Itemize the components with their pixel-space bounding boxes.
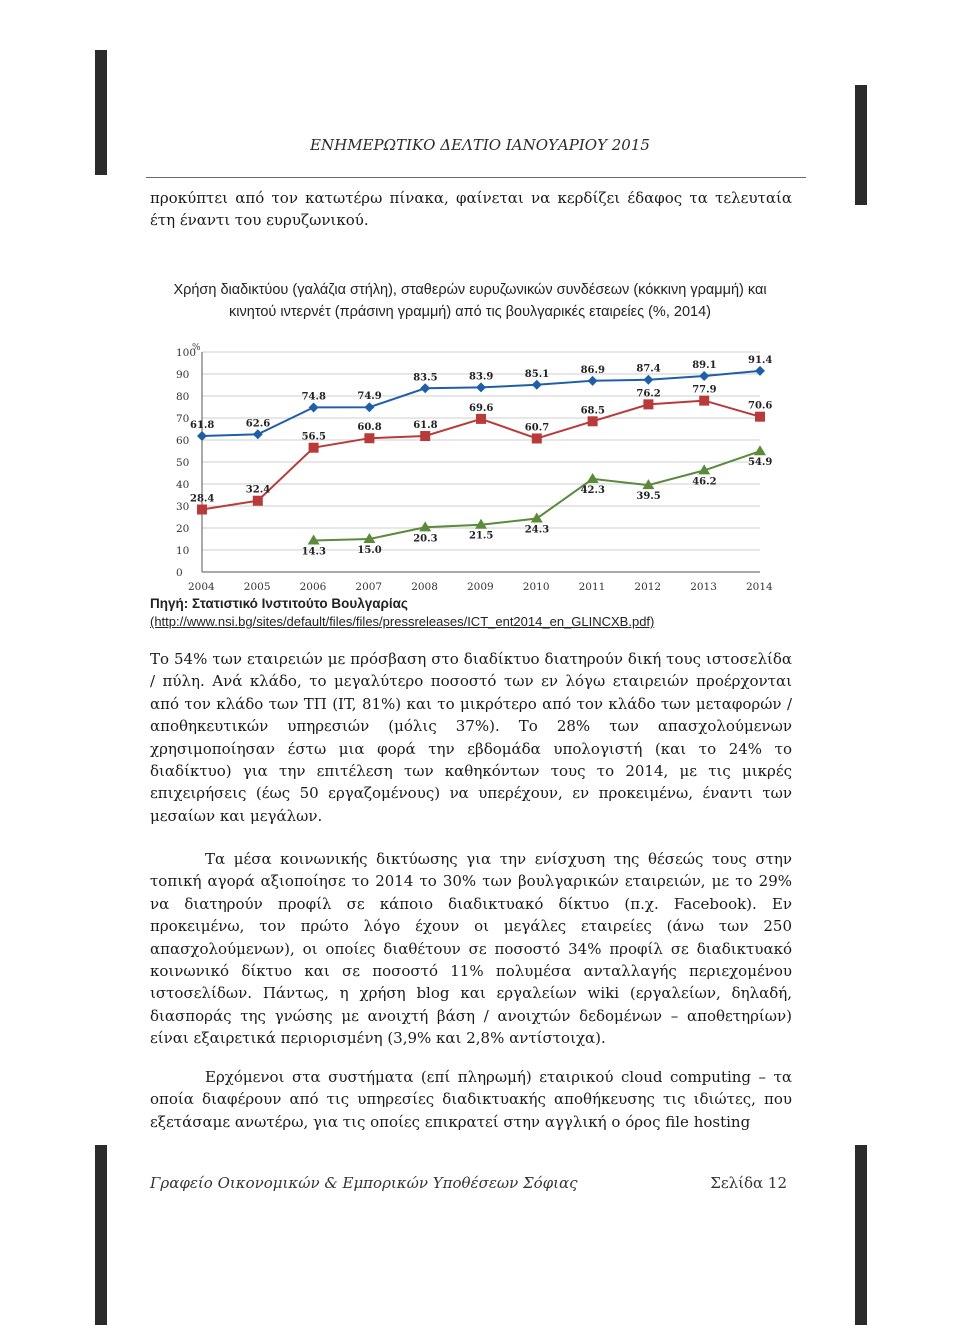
data-label-series-3: 39.5 bbox=[636, 491, 661, 503]
y-tick-label: 0 bbox=[176, 567, 183, 579]
data-label-series-1: 89.1 bbox=[692, 359, 717, 371]
data-label-series-3: 15.0 bbox=[357, 545, 382, 556]
y-tick-label: 10 bbox=[176, 545, 190, 557]
data-label-series-1: 62.6 bbox=[245, 418, 271, 430]
data-label-series-2: 76.2 bbox=[636, 388, 661, 400]
series-point-1 bbox=[699, 371, 709, 381]
y-tick-label: 60 bbox=[176, 435, 190, 447]
series-point-2 bbox=[197, 505, 207, 515]
source-link[interactable]: (http://www.nsi.bg/sites/default/files/files/pressreleases/ICT_ent2014_en_GLINCXB.pdf) bbox=[150, 614, 655, 629]
series-point-1 bbox=[588, 376, 598, 386]
data-label-series-3: 21.5 bbox=[469, 530, 494, 542]
series-point-2 bbox=[253, 496, 263, 506]
series-point-2 bbox=[755, 412, 765, 422]
line-chart bbox=[160, 340, 780, 595]
data-label-series-3: 54.9 bbox=[748, 457, 773, 469]
y-axis-unit: % bbox=[192, 343, 201, 353]
series-point-3 bbox=[754, 445, 766, 455]
source-label: Πηγή: Στατιστικό Ινστιτούτο Βουλγαρίας bbox=[150, 596, 408, 611]
data-label-series-1: 74.9 bbox=[357, 391, 382, 403]
x-tick-label: 2013 bbox=[690, 581, 717, 593]
scan-bar-right-bottom bbox=[855, 1145, 867, 1325]
y-tick-label: 70 bbox=[176, 413, 190, 425]
series-point-1 bbox=[532, 380, 542, 390]
data-label-series-2: 70.6 bbox=[748, 400, 773, 412]
x-tick-label: 2004 bbox=[188, 581, 215, 593]
data-label-series-2: 28.4 bbox=[190, 493, 215, 505]
series-point-2 bbox=[476, 414, 486, 424]
series-point-1 bbox=[309, 402, 319, 412]
data-label-series-1: 83.9 bbox=[469, 371, 494, 383]
y-tick-label: 30 bbox=[176, 501, 190, 513]
data-label-series-3: 46.2 bbox=[692, 476, 717, 488]
chart-title: Χρήση διαδικτύου (γαλάζια στήλη), σταθερών ευρυζωνικών συνδέσεων (κόκκινη γραμμή) και κινητού ιντερνέτ (πράσινη γραμμή) από τις βουλγαρικές εταιρείες (%, 2014) bbox=[173, 282, 767, 320]
series-point-2 bbox=[364, 433, 374, 443]
scan-bar-left-bottom bbox=[95, 1145, 107, 1325]
body-paragraph-3: Ερχόμενοι στα συστήματα (επί πληρωμή) εταιρικού cloud computing – τα οποία διαφέρουν από τις υπηρεσίες διαδικτυακής αποθήκευσης τις ιδιώτες, που εξετάσαμε ανωτέρω, για τις οποίες επικρατεί στην αγγλική ο όρος file hosting bbox=[150, 1068, 792, 1131]
data-label-series-2: 32.4 bbox=[245, 484, 271, 496]
footer-page-number: Σελίδα 12 bbox=[710, 1174, 787, 1192]
data-label-series-3: 42.3 bbox=[580, 484, 605, 496]
data-label-series-1: 91.4 bbox=[748, 354, 773, 366]
data-label-series-2: 60.8 bbox=[357, 422, 382, 434]
data-label-series-2: 69.6 bbox=[469, 402, 494, 414]
data-label-series-2: 77.9 bbox=[692, 384, 717, 396]
y-tick-label: 100 bbox=[176, 347, 197, 359]
data-label-series-1: 83.5 bbox=[413, 372, 438, 384]
series-point-1 bbox=[643, 375, 653, 385]
y-tick-label: 40 bbox=[176, 479, 190, 491]
data-label-series-3: 14.3 bbox=[301, 546, 326, 558]
series-point-1 bbox=[364, 402, 374, 412]
y-tick-label: 90 bbox=[176, 369, 190, 381]
page-header-title: ΕΝΗΜΕΡΩΤΙΚΟ ΔΕΛΤΙΟ ΙΑΝΟΥΑΡΙΟΥ 2015 bbox=[310, 136, 650, 154]
series-point-1 bbox=[253, 429, 263, 439]
y-tick-label: 20 bbox=[176, 523, 190, 535]
series-point-1 bbox=[420, 383, 430, 393]
x-tick-label: 2007 bbox=[355, 581, 383, 593]
x-tick-label: 2011 bbox=[578, 581, 606, 593]
data-label-series-2: 60.7 bbox=[524, 422, 550, 434]
x-tick-label: 2009 bbox=[467, 581, 494, 593]
x-tick-label: 2012 bbox=[634, 581, 662, 593]
series-point-2 bbox=[532, 433, 542, 443]
x-tick-label: 2008 bbox=[411, 581, 438, 593]
intro-paragraph: προκύπτει από τον κατωτέρω πίνακα, φαίνεται να κερδίζει έδαφος τα τελευταία έτη έναντι του ευρυζωνικού. bbox=[150, 189, 792, 230]
data-label-series-1: 85.1 bbox=[524, 368, 550, 380]
data-label-series-2: 56.5 bbox=[301, 431, 326, 443]
body-paragraph-1: Το 54% των εταιρειών με πρόσβαση στο διαδίκτυο διατηρούν δική τους ιστοσελίδα / πύλη. Ανά κλάδο, το μεγαλύτερο ποσοστό των εν λόγω εταιρειών προέρχονται από τον κλάδο των ΤΠ (IT, 81%) και το μικρότερο από τον κλάδο των μεταφορών / αποθηκευτικών υπηρεσιών (μόλις 37%). Το 28% των απασχολούμενων χρησιμοποίησαν έστω μια φορά την εβδομάδα υπολογιστή (και το 24% το διαδίκτυο) για την επιτέλεση των καθηκόντων τους το 2014, με τις μικρές επιχειρήσεις (έως 50 εργαζομένους) να υπερέχουν, εν προκειμένω, έναντι των μεσαίων και μεγάλων. bbox=[150, 650, 792, 825]
data-label-series-1: 86.9 bbox=[580, 364, 605, 376]
data-label-series-1: 87.4 bbox=[636, 363, 661, 375]
data-label-series-3: 24.3 bbox=[524, 524, 550, 536]
data-label-series-1: 61.8 bbox=[190, 420, 215, 432]
series-point-2 bbox=[309, 443, 319, 453]
body-paragraph-2: Τα μέσα κοινωνικής δικτύωσης για την ενίσχυση της θέσεώς τους στην τοπική αγορά αξιοποίησε το 2014 το 30% των βουλγαρικών εταιρειών, με το 29% να διατηρούν προφίλ σε κάποιο διαδικτυακό δίκτυο (π.χ. Facebook). Εν προκειμένω, τον πρώτο λόγο έχουν οι μεγάλες εταιρείες (άνω των 250 απασχολούμενων), οι οποίες διαθέτουν σε ποσοστό 34% προφίλ σε διαδικτυακό κοινωνικό δίκτυο και σε ποσοστό 11% πολυμέσα ανταλλαγής περιεχομένου ιστοσελίδων. Πάντως, η χρήση blog και εργαλείων wiki (εργαλείων, δηλαδή, διασποράς της γνώσης με ανοιχτή βάση / ανοιχτών δεδομένων – αποθετηρίων) είναι εξαιρετικά περιορισμένη (3,9% και 2,8% αντίστοιχα). bbox=[150, 850, 792, 1048]
scan-bar-left-top bbox=[95, 50, 107, 175]
header-divider bbox=[146, 177, 806, 178]
series-point-3 bbox=[531, 513, 543, 523]
data-label-series-3: 20.3 bbox=[413, 533, 438, 545]
series-point-2 bbox=[699, 396, 709, 406]
x-tick-label: 2005 bbox=[243, 581, 271, 593]
data-label-series-2: 61.8 bbox=[413, 420, 438, 432]
footer-office-name: Γραφείο Οικονομικών & Εμπορικών Υποθέσεων Σόφιας bbox=[150, 1174, 578, 1192]
series-point-2 bbox=[588, 416, 598, 426]
series-point-1 bbox=[476, 382, 486, 392]
y-tick-label: 50 bbox=[176, 457, 190, 469]
series-point-2 bbox=[643, 399, 653, 409]
series-point-3 bbox=[587, 473, 599, 483]
data-label-series-1: 74.8 bbox=[301, 391, 326, 403]
x-tick-label: 2014 bbox=[746, 581, 773, 593]
series-point-2 bbox=[420, 431, 430, 441]
x-tick-label: 2006 bbox=[299, 581, 327, 593]
x-tick-label: 2010 bbox=[522, 581, 550, 593]
data-label-series-2: 68.5 bbox=[580, 405, 605, 417]
y-tick-label: 80 bbox=[176, 391, 190, 403]
